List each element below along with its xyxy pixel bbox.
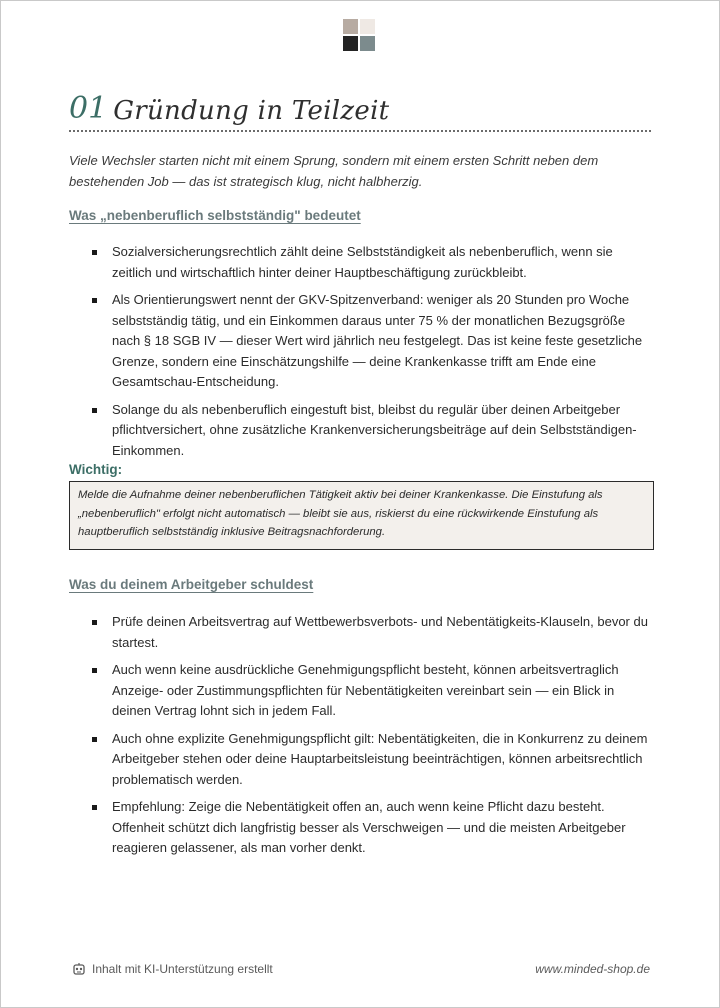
footer-website-link[interactable]: www.minded-shop.de [535, 962, 650, 976]
brand-logo [343, 19, 375, 51]
footer-ai-notice [72, 962, 273, 976]
robot-icon [72, 962, 86, 976]
list-item: Empfehlung: Zeige die Nebentätigkeit offen an, auch wenn keine Pflicht dazu besteht. Offenheit schützt dich langfristig besser als Verschweigen — und die meisten Arbeitgeber reagieren gelassener, als man vorher denkt. [92, 797, 652, 859]
section2-bullet-list [92, 612, 652, 866]
section-heading-arbeitgeber: Was du deinem Arbeitgeber schuldest [69, 577, 314, 592]
logo-square-bottom-left [343, 36, 358, 51]
important-note-box: Melde die Aufnahme deiner nebenberuflichen Tätigkeit aktiv bei deiner Krankenkasse. Die Einstufung als „nebenberuflich" erfolgt nicht automatisch — bleibt sie aus, riskierst du eine rückwirkende Einstufung als hauptberuflich selbstständig inklusive Beitragsnachforderung. [69, 481, 654, 550]
list-item: Solange du als nebenberuflich eingestuft bist, bleibst du regulär über deinen Arbeitgeber pflichtversichert, ohne zusätzliche Krankenversicherungsbeiträge auf dein Selbstständigen-Einkommen. [92, 400, 652, 462]
chapter-number: 01 [69, 91, 108, 126]
list-item: Als Orientierungswert nennt der GKV-Spitzenverband: weniger als 20 Stunden pro Woche selbstständig tätig, und ein Einkommen daraus unter 75 % der monatlichen Bezugsgröße nach § 18 SGB IV — dieser Wert wird jährlich neu festgelegt. Das ist keine feste gesetzliche Grenze, sondern eine Einschätzungshilfe — deine Krankenkasse trifft am Ende eine Gesamtschau-Entscheidung. [92, 290, 652, 393]
list-item: Prüfe deinen Arbeitsvertrag auf Wettbewerbsverbots- und Nebentätigkeits-Klauseln, bevor du startest. [92, 612, 652, 653]
list-item: Auch wenn keine ausdrückliche Genehmigungspflicht besteht, können arbeitsvertraglich Anzeige- oder Zustimmungspflichten für Nebentätigkeiten vereinbart sein — ein Blick in deinen Vertrag lohnt sich in jedem Fall. [92, 660, 652, 722]
note-label: Wichtig: [69, 462, 123, 477]
list-item: Sozialversicherungsrechtlich zählt deine Selbstständigkeit als nebenberuflich, wenn sie zeitlich und wirtschaftlich hinter deiner Hauptbeschäftigung zurückbleibt. [92, 242, 652, 283]
logo-square-top-right [360, 19, 375, 34]
logo-square-bottom-right [360, 36, 375, 51]
footer-left-text: Inhalt mit KI-Unterstützung erstellt [92, 962, 273, 976]
chapter-title: Gründung in Teilzeit [113, 96, 390, 126]
section-heading-nebenberuflich: Was „nebenberuflich selbstständig" bedeutet [69, 208, 361, 223]
intro-text: Viele Wechsler starten nicht mit einem Sprung, sondern mit einem ersten Schritt neben dem bestehenden Job — das ist strategisch klug, nicht halbherzig. [69, 153, 599, 189]
list-item: Auch ohne explizite Genehmigungspflicht gilt: Nebentätigkeiten, die in Konkurrenz zu deinem Arbeitgeber stehen oder deine Hauptarbeitsleistung beeinträchtigen, können arbeitsrechtlich problematisch werden. [92, 729, 652, 791]
section1-bullet-list [92, 242, 652, 468]
chapter-title-row [69, 86, 651, 132]
logo-square-top-left [343, 19, 358, 34]
